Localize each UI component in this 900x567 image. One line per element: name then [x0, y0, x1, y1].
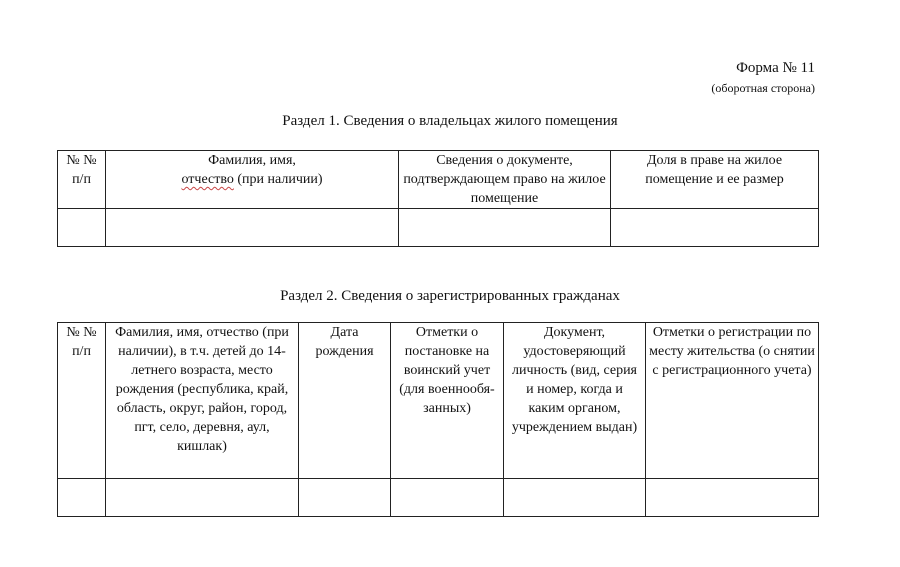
section2-title: Раздел 2. Сведения о зарегистрированных гражданах [280, 288, 620, 304]
s2-col-number-line1: № № [66, 325, 97, 340]
s2-cell-birth-date[interactable] [299, 479, 391, 517]
s1-col-number [58, 151, 106, 209]
section2-table [57, 322, 819, 517]
s2-cell-number[interactable] [58, 479, 106, 517]
section1-table [57, 150, 819, 247]
s1-col-number-line2: п/п [72, 172, 91, 187]
s1-cell-number[interactable] [58, 209, 106, 247]
s1-col-name-part1: Фамилия, имя, [208, 153, 296, 168]
s1-cell-share[interactable] [611, 209, 819, 247]
section1-header-row [58, 151, 819, 209]
form-number: Форма № 11 [736, 60, 815, 76]
section1-title: Раздел 1. Сведения о владельцах жилого помещения [282, 113, 618, 129]
s2-col-number-line2: п/п [72, 344, 91, 359]
s1-cell-document[interactable] [399, 209, 611, 247]
s1-col-name-part2: отчество [181, 172, 234, 187]
s2-cell-id-document[interactable] [504, 479, 646, 517]
section1-empty-row [58, 209, 819, 247]
form-side-label: (оборотная сторона) [711, 81, 815, 95]
s1-col-document: Сведения о документе, подтверждающем право на жилое помещение [399, 151, 611, 209]
s1-col-number-line1: № № [66, 153, 97, 168]
s2-col-number [58, 323, 106, 479]
s2-cell-military[interactable] [391, 479, 504, 517]
s1-col-name-part3: (при наличии) [233, 172, 323, 187]
section2-header-row [58, 323, 819, 479]
s2-col-military: Отметки о постановке на воинский учет (для военнообя-занных) [391, 323, 504, 479]
s2-cell-registration[interactable] [646, 479, 819, 517]
s1-col-name [106, 151, 399, 209]
section2-empty-row [58, 479, 819, 517]
s2-cell-name[interactable] [106, 479, 299, 517]
s2-col-id-document: Документ, удостоверяющий личность (вид, серия и номер, когда и каким органом, учреждением выдан) [504, 323, 646, 479]
s2-col-name: Фамилия, имя, отчество (при наличии), в т.ч. детей до 14-летнего возраста, место рождения (республика, край, область, округ, район, город, пгт, село, деревня, аул, кишлак) [106, 323, 299, 479]
s2-col-birth-date: Дата рождения [299, 323, 391, 479]
s1-col-share: Доля в праве на жилое помещение и ее размер [611, 151, 819, 209]
s1-cell-name[interactable] [106, 209, 399, 247]
s2-col-registration: Отметки о регистрации по месту жительства (о снятии с регистрационного учета) [646, 323, 819, 479]
